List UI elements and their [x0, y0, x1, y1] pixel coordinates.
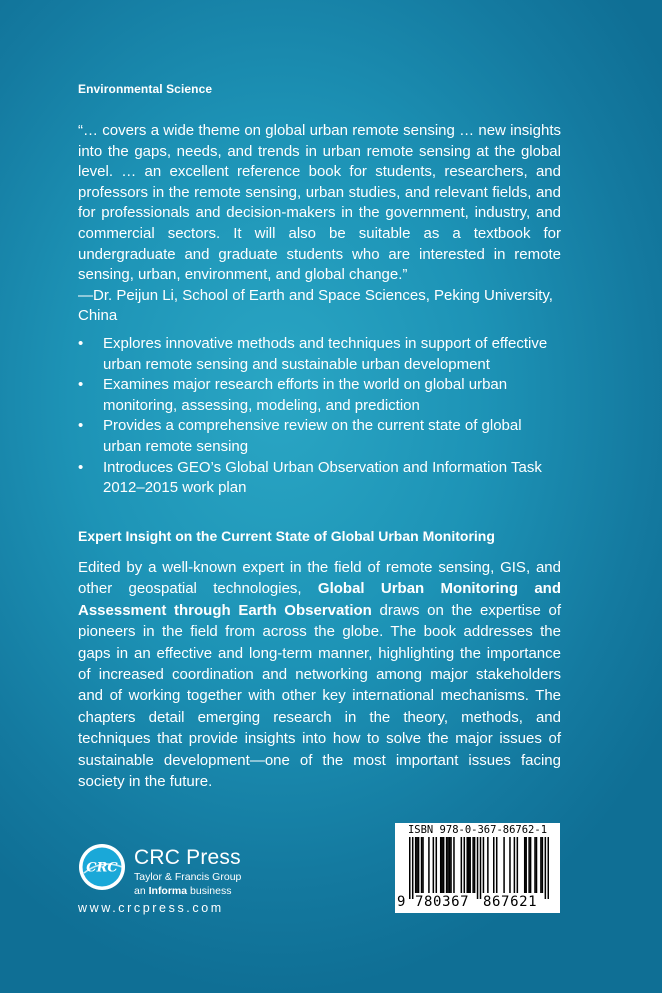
barcode-bar	[487, 837, 489, 893]
publisher-name: CRC Press	[134, 846, 241, 869]
bullet-icon: •	[78, 458, 84, 476]
barcode-bar	[517, 837, 519, 893]
list-item: • Introduces GEO’s Global Urban Observation and Information Task 2012–2015 work plan	[78, 458, 542, 497]
logo-text: CRC	[86, 860, 118, 876]
list-item: • Explores innovative methods and techniques in support of effective urban remote sensing and sustainable urban development	[78, 335, 548, 373]
barcode-bar	[542, 837, 544, 893]
barcode-bar	[447, 837, 449, 893]
book-title: Global Urban Monitoring and Assessment through Earth Observation	[78, 580, 561, 619]
bullet-icon: •	[78, 376, 84, 394]
barcode-bar	[436, 837, 438, 893]
barcode-bar	[469, 837, 471, 893]
barcode-bar	[416, 837, 418, 893]
barcode-bar	[545, 837, 547, 899]
barcode-bar	[474, 837, 476, 893]
barcode-bar	[464, 837, 466, 893]
barcode-bar	[472, 837, 474, 893]
barcode-bar	[418, 837, 420, 893]
barcode-bars	[409, 837, 549, 899]
barcode-bar	[446, 837, 448, 893]
barcode-bar	[536, 837, 538, 893]
list-item: • Examines major research efforts in the world on global urban monitoring, assessing, modeling, and prediction	[78, 376, 508, 414]
barcode-bar	[415, 837, 417, 893]
barcode-bar	[477, 837, 479, 899]
quote-attribution: —Dr. Peijun Li, School of Earth and Space Sciences, Peking University, China	[78, 286, 553, 325]
barcode-bar	[496, 837, 498, 893]
crc-logo-icon	[78, 843, 126, 891]
section-heading: Expert Insight on the Current State of Global Urban Monitoring	[78, 528, 495, 544]
barcode-bar	[421, 837, 423, 893]
barcode-bar	[483, 837, 485, 893]
barcode-bar	[524, 837, 526, 893]
ean-right-group: 867621	[483, 894, 538, 910]
barcode-bar	[453, 837, 455, 893]
barcode-bar	[440, 837, 442, 893]
publisher-group: Taylor & Francis Group	[134, 871, 242, 883]
endorsement-quote	[78, 121, 561, 327]
ean-first-digit: 9	[397, 894, 406, 910]
bullet-icon: •	[78, 335, 84, 352]
list-item: • Provides a comprehensive review on the current state of global urban remote sensing	[78, 417, 522, 455]
barcode-bar	[503, 837, 505, 893]
barcode-bar	[422, 837, 424, 893]
barcode-bar	[461, 837, 463, 893]
barcode-bar	[480, 837, 482, 899]
barcode-bar	[449, 837, 451, 893]
publisher-business: an Informa business	[134, 885, 232, 897]
barcode-bar	[428, 837, 430, 893]
isbn-label: ISBN 978-0-367-86762-1	[407, 824, 548, 836]
barcode-bar	[443, 837, 445, 893]
barcode-bar	[528, 837, 530, 893]
isbn-barcode	[395, 823, 560, 913]
feature-list	[78, 334, 548, 499]
barcode-bar	[450, 837, 452, 893]
barcode-bar	[409, 837, 411, 899]
ean-left-group: 780367	[415, 894, 470, 910]
barcode-bar	[514, 837, 516, 893]
barcode-bar	[525, 837, 527, 893]
barcode-bar	[466, 837, 468, 893]
barcode-bar	[530, 837, 532, 893]
description-paragraph: Edited by a well-known expert in the field of remote sensing, GIS, and other geospatial technologies, Global Urban Monitoring and Assessment through Earth Observation draws on the expertise of pioneers in the field from across the globe. The book addresses the gaps in an effective and long-term manner, highlighting the importance of increased coordination and networking among major stakeholders and of working together with other key international mechanisms. The chapters detail emerging research in the theory, methods, and techniques that provide insights into how to solve the major issues of sustainable development—one of the most important issues facing society in the future.	[78, 559, 561, 791]
barcode-bar	[468, 837, 470, 893]
quote-text: “… covers a wide theme on global urban remote sensing … new insights into the gaps, needs, and trends in urban remote sensing at the global level. … an excellent reference book for students, researchers, and professors in the remote sensing, urban studies, and relevant fields, and for professionals and decision-makers in the government, industry, and commercial sectors. It will also be suitable as a textbook for undergraduate and graduate students who are interested in remote sensing, urban, environment, and global change.”	[78, 122, 561, 284]
category-label: Environmental Science	[78, 82, 213, 96]
barcode-bar	[412, 837, 414, 899]
barcode-bar	[548, 837, 549, 899]
publisher-block	[78, 843, 308, 923]
barcode-bar	[534, 837, 536, 893]
barcode-bar	[509, 837, 511, 893]
barcode-bar	[493, 837, 495, 893]
barcode-bar	[433, 837, 435, 893]
barcode-bar	[540, 837, 542, 893]
website-link[interactable]: www.crcpress.com	[78, 901, 224, 915]
barcode-bar	[441, 837, 443, 893]
bullet-icon: •	[78, 417, 84, 435]
